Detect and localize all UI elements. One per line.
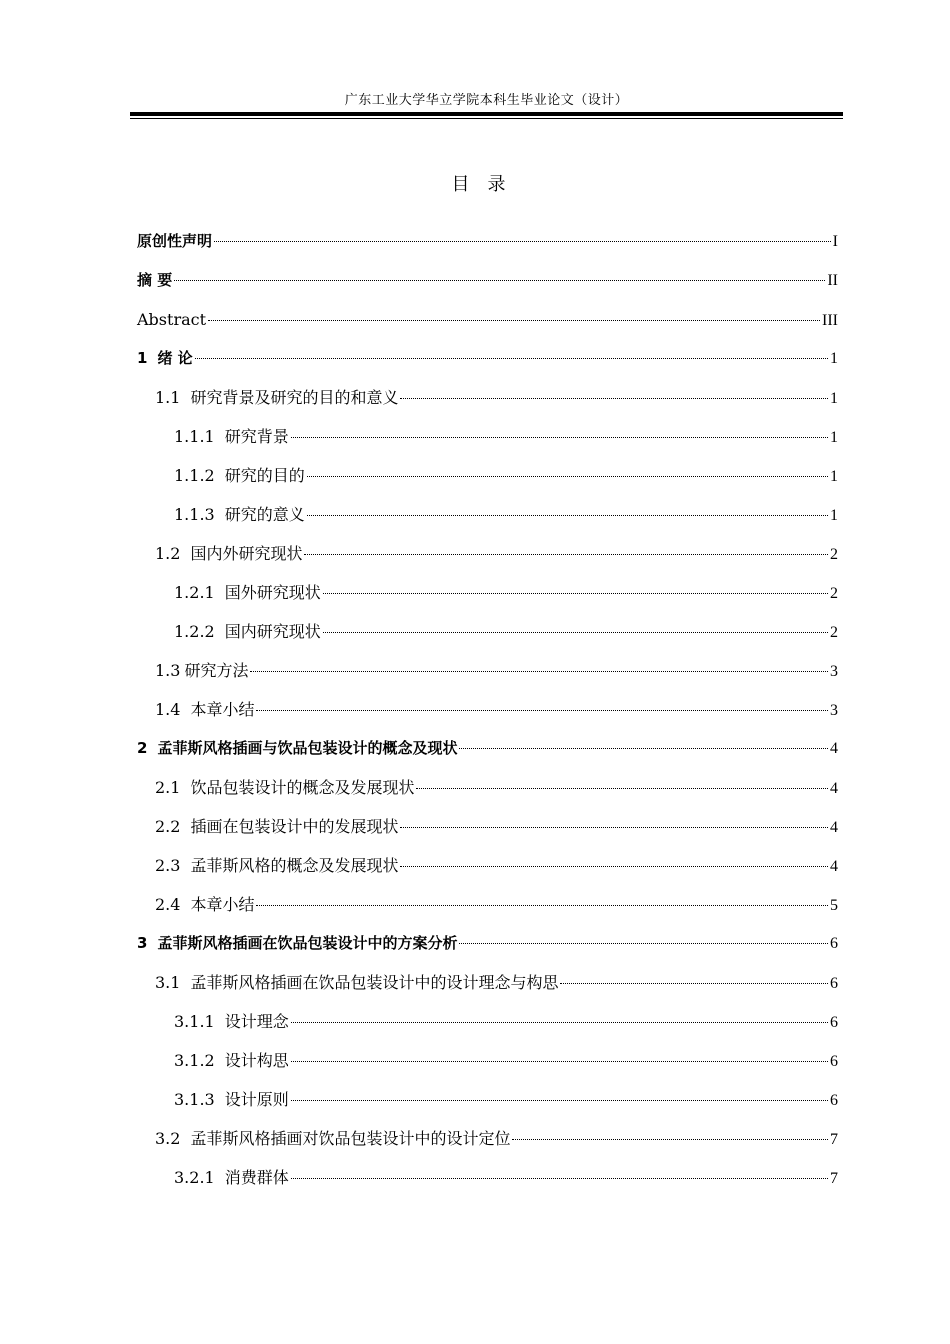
toc-entry[interactable] bbox=[137, 1041, 838, 1080]
toc-entry-number: 1.3 bbox=[155, 661, 181, 680]
toc-entry[interactable] bbox=[137, 534, 838, 573]
toc-entry[interactable] bbox=[137, 846, 838, 885]
toc-dot-leader bbox=[291, 1100, 828, 1101]
toc-dot-leader bbox=[291, 437, 828, 438]
header-rule-thin bbox=[130, 118, 843, 119]
toc-entry-label bbox=[155, 846, 398, 885]
toc-entry-page: II bbox=[827, 272, 838, 289]
toc-entry-number: 1.1.3 bbox=[174, 505, 215, 524]
toc-entry-page: 6 bbox=[830, 1053, 838, 1070]
toc-dot-leader bbox=[291, 1178, 828, 1179]
toc-entry-label bbox=[155, 963, 558, 1002]
toc-entry-number: 1.1.1 bbox=[174, 427, 215, 446]
toc-entry-page: 1 bbox=[830, 390, 838, 407]
toc-entry-text: 本章小结 bbox=[190, 895, 255, 914]
toc-entry[interactable] bbox=[137, 885, 838, 924]
toc-dot-leader bbox=[256, 905, 828, 906]
toc-entry-page: 4 bbox=[830, 819, 838, 836]
toc-entry-page: 2 bbox=[830, 546, 838, 563]
toc-dot-leader bbox=[304, 554, 828, 555]
toc-entry-number: 2.1 bbox=[155, 778, 181, 797]
toc-entry[interactable] bbox=[137, 300, 838, 339]
toc-entry-page: 4 bbox=[830, 858, 838, 875]
toc-dot-leader bbox=[400, 827, 828, 828]
toc-entry[interactable] bbox=[137, 651, 838, 690]
toc-entry-text: 插画在包装设计中的发展现状 bbox=[190, 817, 399, 836]
toc-dot-leader bbox=[560, 983, 828, 984]
toc-entry-page: 6 bbox=[830, 975, 838, 992]
toc-entry-number: 3.1.3 bbox=[174, 1090, 215, 1109]
toc-entry[interactable] bbox=[137, 495, 838, 534]
toc-entry-text: 研究的意义 bbox=[224, 505, 305, 524]
toc-entry[interactable] bbox=[137, 729, 838, 768]
toc-dot-leader bbox=[323, 632, 828, 633]
toc-entry-label bbox=[174, 1002, 289, 1041]
toc-entry-page: 1 bbox=[830, 429, 838, 446]
toc-entry-text: 摘 要 bbox=[137, 271, 173, 289]
toc-entry[interactable] bbox=[137, 261, 838, 300]
toc-entry-number: 1.1.2 bbox=[174, 466, 215, 485]
toc-entry-page: 2 bbox=[830, 585, 838, 602]
toc-entry-number: 3.1 bbox=[155, 973, 181, 992]
toc-entry-text: 国内外研究现状 bbox=[190, 544, 303, 563]
toc-entry-number: 1 bbox=[137, 349, 148, 367]
toc-entry-number: 1.2 bbox=[155, 544, 181, 563]
toc-entry-number: 1.2.1 bbox=[174, 583, 215, 602]
toc-dot-leader bbox=[208, 320, 820, 321]
toc-entry[interactable] bbox=[137, 222, 838, 261]
toc-entry-label bbox=[174, 1041, 289, 1080]
toc-entry-text: 孟菲斯风格插画在饮品包装设计中的方案分析 bbox=[157, 934, 458, 952]
toc-dot-leader bbox=[307, 515, 828, 516]
toc-entry-number: 2.3 bbox=[155, 856, 181, 875]
toc-entry-number: 3 bbox=[137, 934, 148, 952]
toc-entry-text: 研究的目的 bbox=[224, 466, 305, 485]
toc-entry-label bbox=[137, 339, 193, 378]
toc-entry[interactable] bbox=[137, 1158, 838, 1197]
toc-entry-page: 2 bbox=[830, 624, 838, 641]
toc-entry-label bbox=[155, 534, 302, 573]
toc-dot-leader bbox=[256, 710, 828, 711]
toc-entry[interactable] bbox=[137, 1002, 838, 1041]
toc-entry-page: 3 bbox=[830, 663, 838, 680]
toc-entry-label bbox=[155, 885, 254, 924]
toc-entry-label bbox=[174, 1158, 289, 1197]
toc-entry-number: 2.4 bbox=[155, 895, 181, 914]
toc-dot-leader bbox=[291, 1022, 828, 1023]
toc-dot-leader bbox=[400, 398, 828, 399]
toc-entry-number: 3.2 bbox=[155, 1129, 181, 1148]
toc-entry-page: 1 bbox=[830, 468, 838, 485]
toc-entry-page: 6 bbox=[830, 935, 838, 952]
toc-entry-text: 本章小结 bbox=[190, 700, 255, 719]
toc-entry-text: 孟菲斯风格插画与饮品包装设计的概念及现状 bbox=[157, 739, 458, 757]
toc-entry[interactable] bbox=[137, 1080, 838, 1119]
toc-entry[interactable] bbox=[137, 339, 838, 378]
page-header: 广东工业大学华立学院本科生毕业论文（设计） bbox=[344, 93, 629, 108]
toc-entry-text: 国内研究现状 bbox=[224, 622, 321, 641]
toc-entry-text: 消费群体 bbox=[224, 1168, 289, 1187]
toc-entry[interactable] bbox=[137, 573, 838, 612]
toc-entry-label bbox=[155, 651, 248, 690]
toc-entry[interactable] bbox=[137, 690, 838, 729]
header-rule-thick bbox=[130, 112, 843, 116]
toc-entry-text: 设计理念 bbox=[224, 1012, 289, 1031]
toc-dot-leader bbox=[416, 788, 828, 789]
toc-entry-text: 研究方法 bbox=[184, 661, 249, 680]
toc-entry-label bbox=[174, 495, 305, 534]
table-of-contents bbox=[137, 222, 838, 1197]
toc-entry-text: 研究背景 bbox=[224, 427, 289, 446]
toc-entry-label bbox=[137, 924, 457, 963]
toc-entry-number: 2.2 bbox=[155, 817, 181, 836]
toc-entry-page: III bbox=[822, 312, 838, 329]
toc-entry[interactable] bbox=[137, 807, 838, 846]
toc-dot-leader bbox=[459, 943, 828, 944]
toc-entry[interactable] bbox=[137, 924, 838, 963]
toc-dot-leader bbox=[459, 748, 828, 749]
toc-entry-page: 7 bbox=[830, 1170, 838, 1187]
toc-entry-label bbox=[155, 690, 254, 729]
toc-entry-page: 6 bbox=[830, 1014, 838, 1031]
toc-dot-leader bbox=[195, 358, 828, 359]
toc-entry-page: I bbox=[832, 233, 838, 250]
toc-entry-number: 1.1 bbox=[155, 388, 181, 407]
toc-entry-page: 6 bbox=[830, 1092, 838, 1109]
toc-entry[interactable] bbox=[137, 417, 838, 456]
toc-entry-label bbox=[155, 378, 398, 417]
toc-entry-label bbox=[174, 417, 289, 456]
toc-entry-number: 3.1.1 bbox=[174, 1012, 215, 1031]
toc-entry[interactable] bbox=[137, 378, 838, 417]
toc-entry-number: 1.4 bbox=[155, 700, 181, 719]
toc-entry-label bbox=[174, 573, 321, 612]
toc-entry-label bbox=[174, 456, 305, 495]
toc-dot-leader bbox=[174, 280, 825, 281]
toc-dot-leader bbox=[214, 241, 831, 242]
toc-entry[interactable] bbox=[137, 768, 838, 807]
toc-dot-leader bbox=[400, 866, 828, 867]
toc-entry-page: 4 bbox=[830, 740, 838, 757]
toc-dot-leader bbox=[307, 476, 828, 477]
toc-entry-text: 原创性声明 bbox=[137, 232, 213, 250]
toc-entry-page: 1 bbox=[830, 507, 838, 524]
toc-entry-label bbox=[137, 222, 212, 261]
toc-entry-page: 5 bbox=[830, 897, 838, 914]
toc-entry-number: 3.2.1 bbox=[174, 1168, 215, 1187]
toc-entry-label bbox=[155, 768, 414, 807]
toc-entry-label bbox=[174, 1080, 289, 1119]
toc-entry-text: 孟菲斯风格的概念及发展现状 bbox=[190, 856, 399, 875]
toc-entry[interactable] bbox=[137, 963, 838, 1002]
toc-entry-label bbox=[155, 807, 398, 846]
toc-entry[interactable] bbox=[137, 456, 838, 495]
toc-entry-text: 饮品包装设计的概念及发展现状 bbox=[190, 778, 415, 797]
toc-dot-leader bbox=[250, 671, 828, 672]
toc-entry-number: 3.1.2 bbox=[174, 1051, 215, 1070]
toc-title: 目录 bbox=[451, 174, 524, 195]
toc-entry-text: 设计原则 bbox=[224, 1090, 289, 1109]
toc-entry[interactable] bbox=[137, 612, 838, 651]
toc-entry-label bbox=[137, 300, 206, 339]
toc-entry-text: 研究背景及研究的目的和意义 bbox=[190, 388, 399, 407]
toc-entry-page: 4 bbox=[830, 780, 838, 797]
toc-entry-label bbox=[137, 729, 457, 768]
toc-entry-text: 孟菲斯风格插画对饮品包装设计中的设计定位 bbox=[190, 1129, 511, 1148]
toc-entry-text: 绪 论 bbox=[157, 349, 193, 367]
toc-dot-leader bbox=[291, 1061, 828, 1062]
toc-entry-number: 1.2.2 bbox=[174, 622, 215, 641]
toc-entry-text: 设计构思 bbox=[224, 1051, 289, 1070]
toc-entry-page: 7 bbox=[830, 1131, 838, 1148]
toc-entry-label bbox=[155, 1119, 510, 1158]
toc-entry-label bbox=[174, 612, 321, 651]
toc-entry-number: 2 bbox=[137, 739, 148, 757]
toc-entry-page: 1 bbox=[830, 350, 838, 367]
toc-entry-label bbox=[137, 261, 172, 300]
toc-entry-page: 3 bbox=[830, 702, 838, 719]
toc-dot-leader bbox=[512, 1139, 828, 1140]
toc-dot-leader bbox=[323, 593, 828, 594]
toc-entry[interactable] bbox=[137, 1119, 838, 1158]
toc-entry-text: 国外研究现状 bbox=[224, 583, 321, 602]
toc-entry-text: Abstract bbox=[137, 310, 207, 329]
toc-entry-text: 孟菲斯风格插画在饮品包装设计中的设计理念与构思 bbox=[190, 973, 559, 992]
